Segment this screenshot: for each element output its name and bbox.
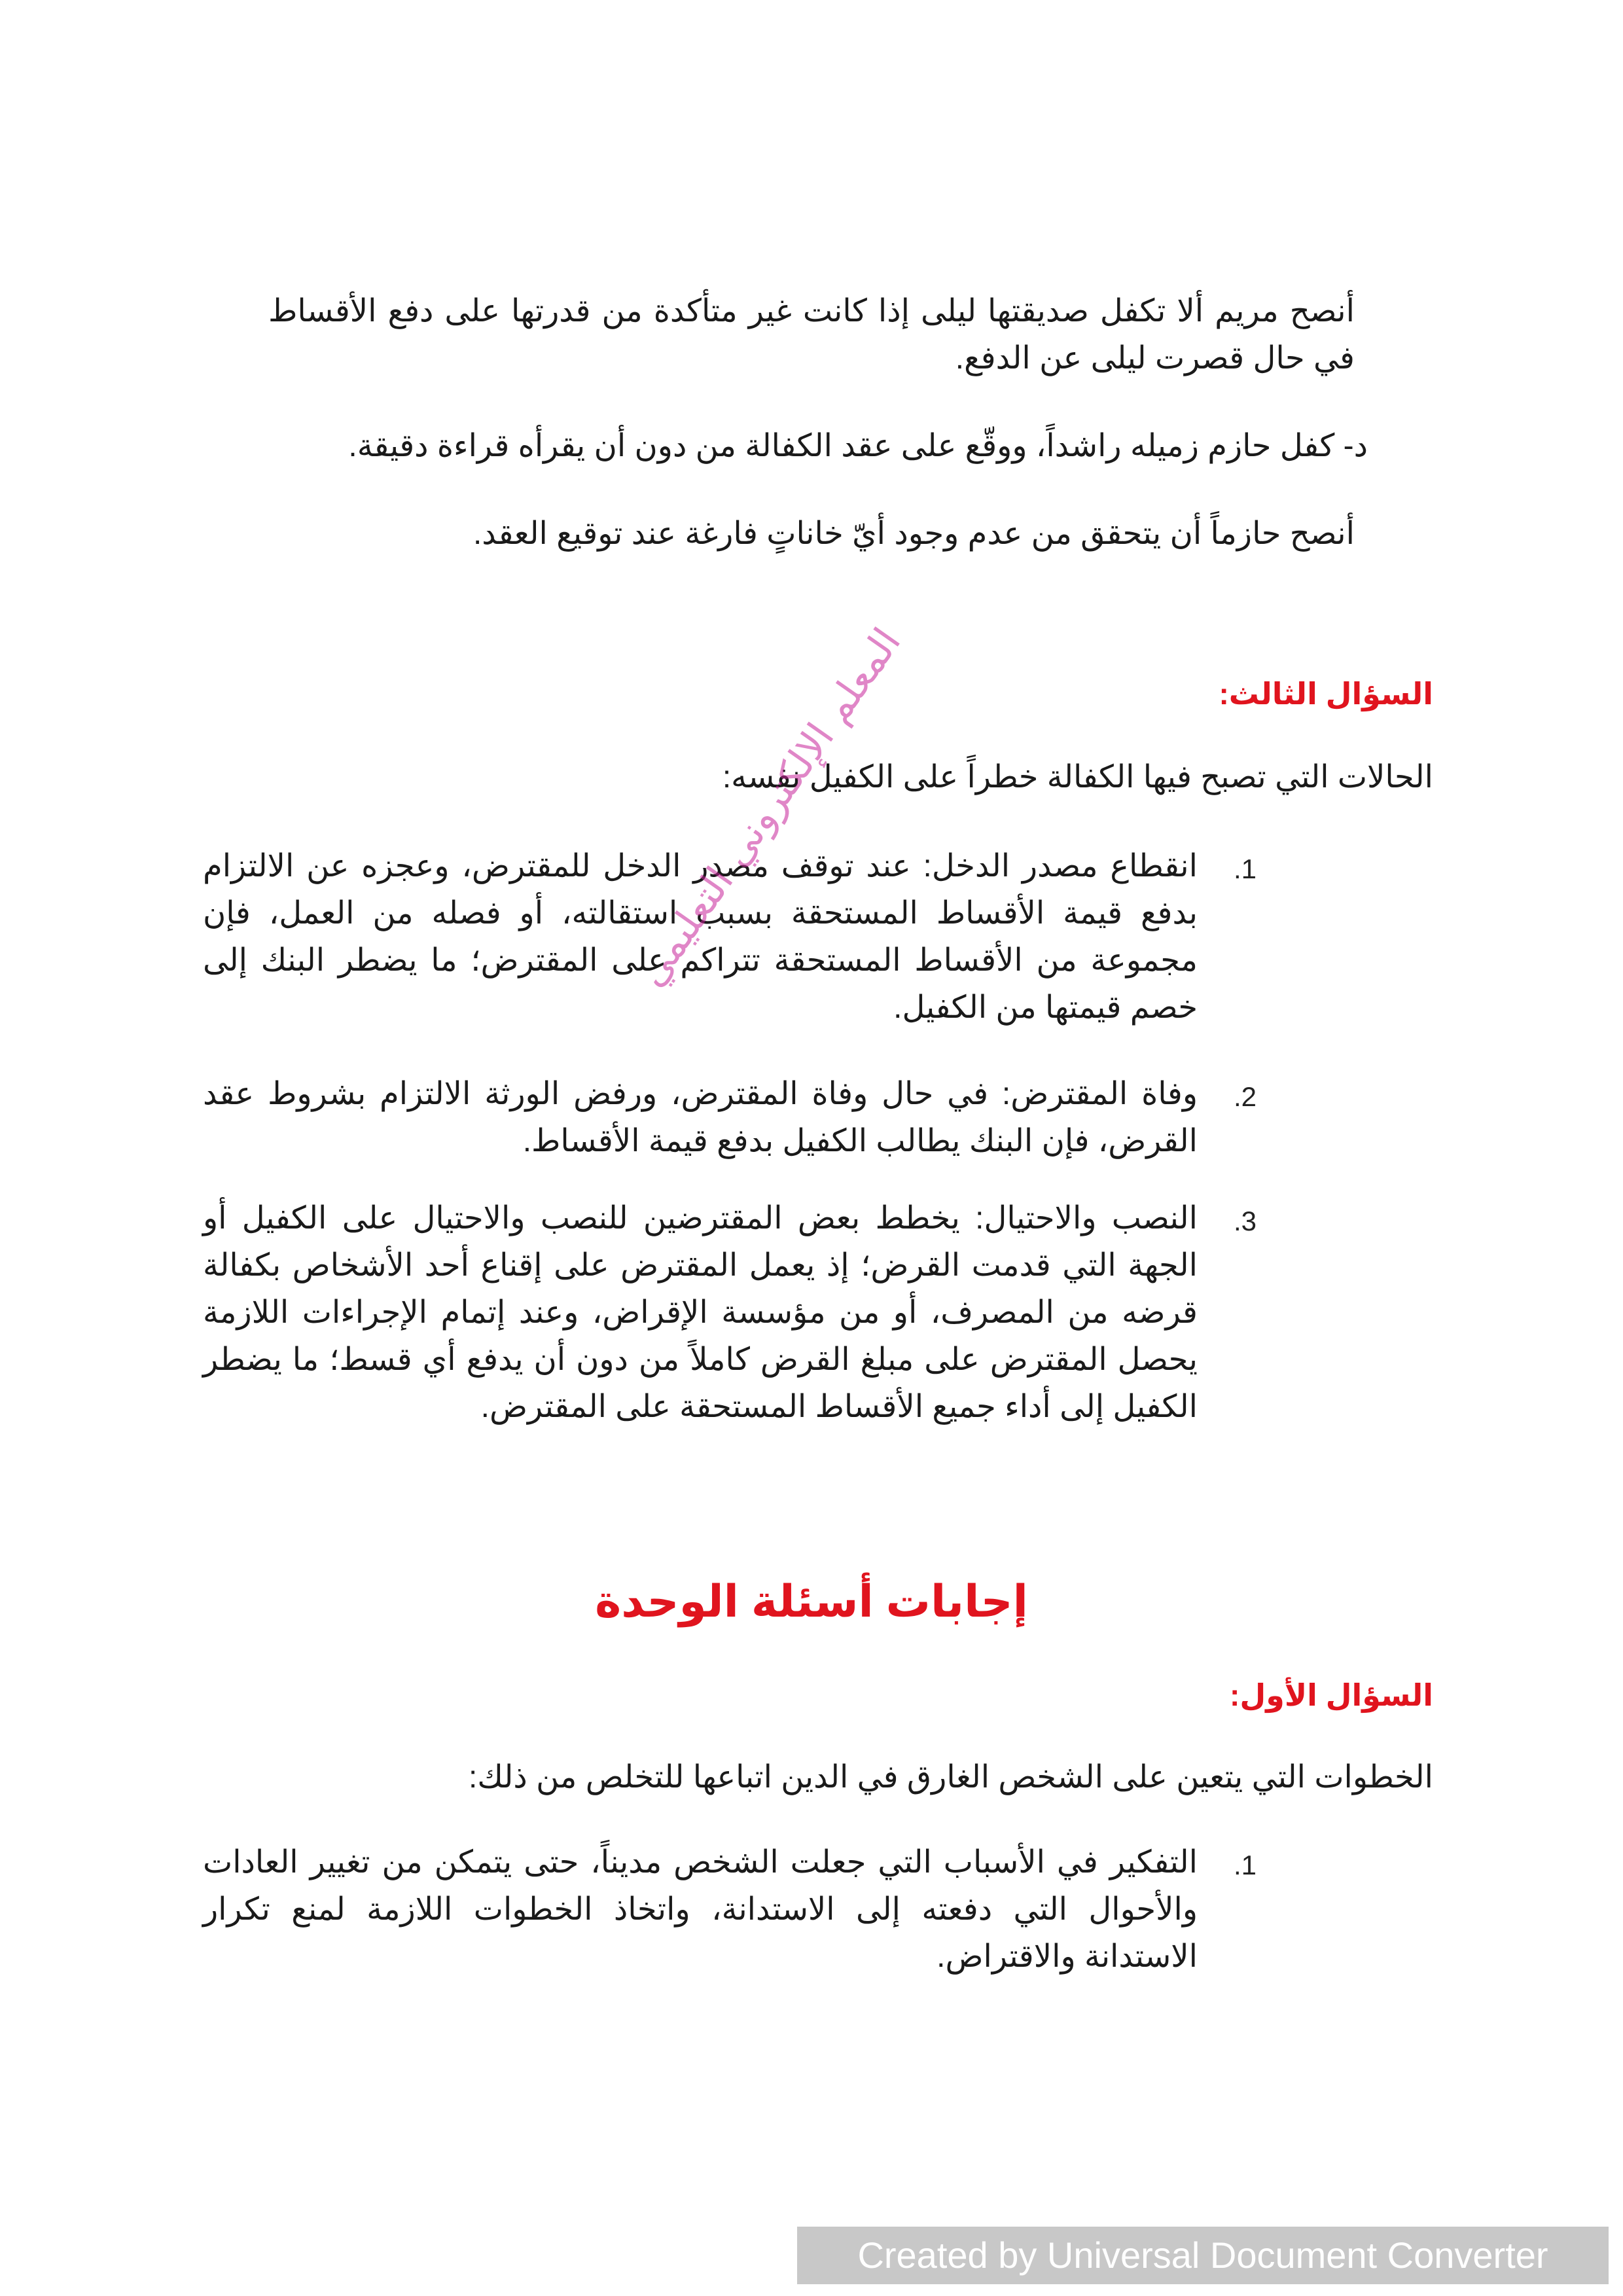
question-3-heading: السؤال الثالث:: [1219, 677, 1433, 711]
list-item: [203, 1195, 1257, 1431]
list-item-text: انقطاع مصدر الدخل: عند توقف مصدر الدخل للمقترض، وعجزه عن الالتزام بدفع قيمة الأقساط المستحقة بسبب استقالته، أو فصله من العمل، فإن مجموعة من الأقساط المستحقة تتراكم على المقترض؛ ما يضطر البنك إلى خصم قيمتها من الكفيل.: [203, 849, 1198, 1025]
converter-footer-banner: Created by Universal Document Converter: [797, 2227, 1609, 2284]
list-item-number: 2.: [1233, 1081, 1257, 1112]
list-item: [203, 1839, 1257, 1981]
watermark: المعلم الإلكتروني التعليمي: [628, 620, 910, 996]
question-1-lead: الخطوات التي يتعين على الشخص الغارق في الدين اتباعها للتخلص من ذلك:: [468, 1760, 1433, 1795]
list-item-number: 3.: [1233, 1206, 1257, 1236]
list-item-text: وفاة المقترض: في حال وفاة المقترض، ورفض الورثة الالتزام بشروط عقد القرض، فإن البنك يطالب الكفيل بدفع قيمة الأقساط.: [203, 1077, 1198, 1158]
list-item-text: النصب والاحتيال: يخطط بعض المقترضين للنصب والاحتيال على الكفيل أو الجهة التي قدمت القرض؛ إذ يعمل المقترض على إقناع أحد الأشخاص بكفالة قرضه من المصرف، أو من مؤسسة الإقراض، وعند إتمام الإجراءات اللازمة يحصل المقترض على مبلغ القرض كاملاً من دون أن يدفع أي قسط؛ ما يضطر الكفيل إلى أداء جميع الأقساط المستحقة على المقترض.: [203, 1201, 1198, 1424]
list-item-number: 1.: [1233, 1850, 1257, 1880]
intro-paragraph-2: د- كفل حازم زميله راشداً، ووقّع على عقد الكفالة من دون أن يقرأه قراءة دقيقة.: [348, 429, 1368, 463]
list-item: [203, 1071, 1257, 1165]
intro-paragraph-1: أنصح مريم ألا تكفل صديقتها ليلى إذا كانت غير متأكدة من قدرتها على دفع الأقساط في حال قصرت ليلى عن الدفع.: [268, 294, 1355, 376]
unit-answers-title: إجابات أسئلة الوحدة: [595, 1577, 1028, 1626]
question-3-lead: الحالات التي تصبح فيها الكفالة خطراً على الكفيل نفسه:: [722, 760, 1433, 795]
intro-paragraph-3: أنصح حازماً أن يتحقق من عدم وجود أيّ خاناتٍ فارغة عند توقيع العقد.: [473, 516, 1355, 551]
list-item-number: 1.: [1233, 853, 1257, 884]
question-1-heading: السؤال الأول:: [1230, 1678, 1433, 1712]
list-item-text: التفكير في الأسباب التي جعلت الشخص مديناً، حتى يتمكن من تغيير العادات والأحوال التي دفعته إلى الاستدانة، واتخاذ الخطوات اللازمة لمنع تكرار الاستدانة والاقتراض.: [203, 1845, 1198, 1974]
